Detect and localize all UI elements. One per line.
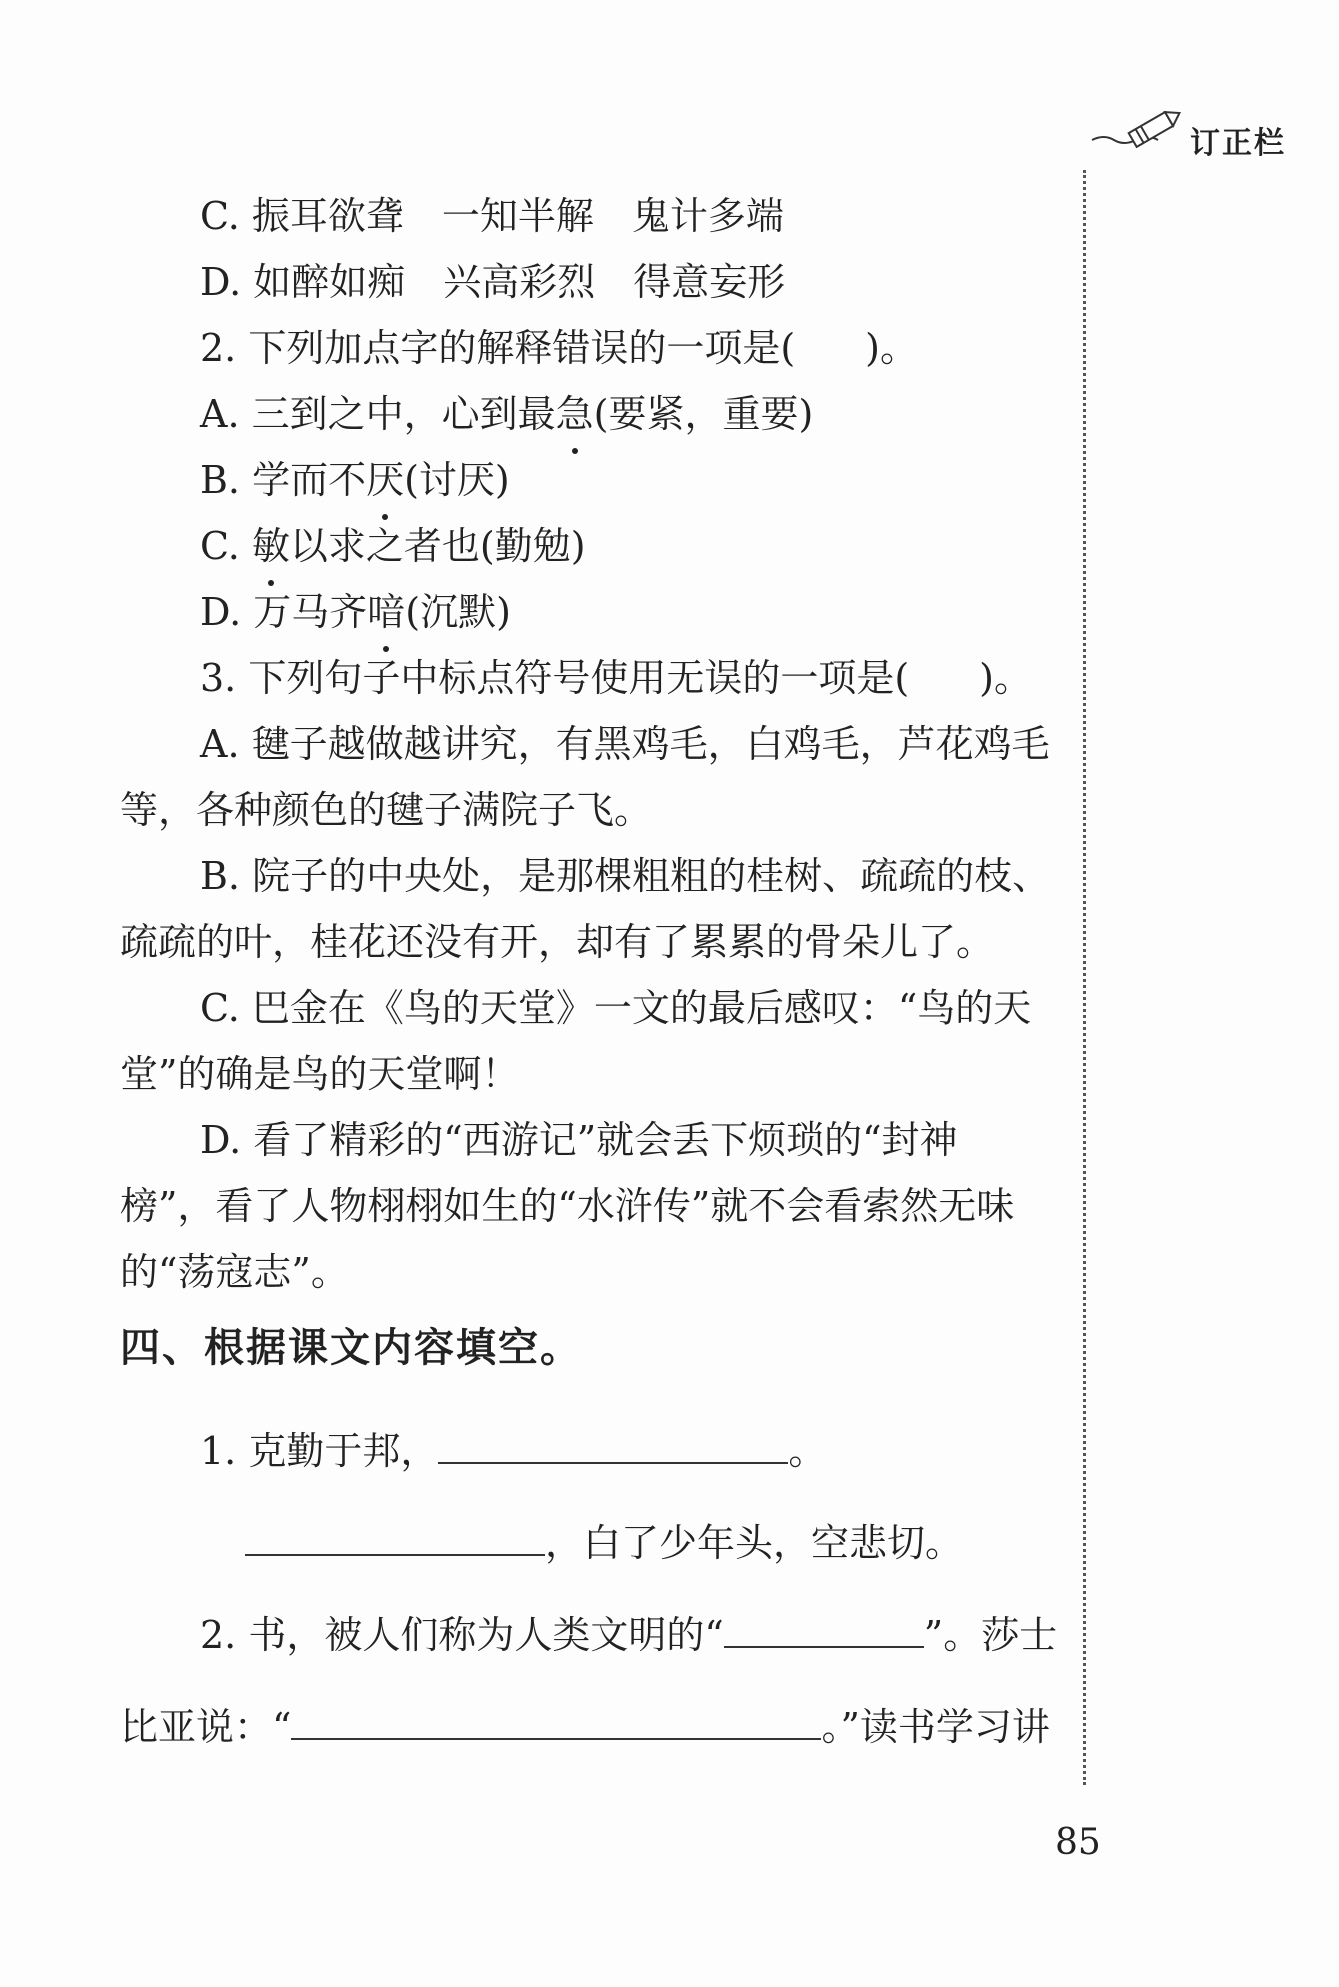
- section-4-q2-line1: [200, 1602, 1057, 1662]
- fill-blank-q2a[interactable]: [724, 1602, 924, 1648]
- section-4-q2-line2: [120, 1694, 1050, 1754]
- q2-line2-suffix: 。”读书学习讲: [821, 1705, 1050, 1749]
- q1-suffix: 。: [788, 1429, 827, 1473]
- option-a-prefix: A. 三到之中，心到最: [200, 392, 556, 436]
- section-4-q1-line1: [200, 1418, 826, 1478]
- correction-column-title: 订正栏: [1190, 126, 1286, 161]
- question-2-stem: [200, 318, 918, 378]
- question-3-option-b-line1: B. 院子的中央处，是那棵粗粗的桂树、疏疏的枝、: [200, 854, 1051, 898]
- correction-column-divider: [1083, 170, 1086, 1785]
- dotted-char: 厌: [366, 450, 404, 510]
- page-number: 85: [1055, 1822, 1101, 1863]
- option-d-prefix: D. 万马齐: [200, 590, 368, 634]
- option-c-prefix: C.: [200, 524, 252, 568]
- question-2-option-d: [200, 582, 511, 642]
- option-d-suffix: (沉默): [405, 590, 511, 634]
- question-3-option-d-line1: D. 看了精彩的“西游记”就会丢下烦琐的“封神: [200, 1118, 958, 1162]
- fill-blank-q2b[interactable]: [291, 1694, 821, 1740]
- question-3-option-b-line2: 疏疏的叶，桂花还没有开，却有了累累的骨朵儿了。: [120, 920, 995, 964]
- option-d-line: D. 如醉如痴 兴高彩烈 得意妄形: [200, 260, 786, 304]
- q1-prefix: 1. 克勤于邦，: [200, 1429, 439, 1473]
- question-3-text: 3. 下列句子中标点符号使用无误的一项是(: [200, 656, 910, 700]
- q2-prefix: 2. 书，被人们称为人类文明的“: [200, 1613, 724, 1657]
- question-2-option-c: [200, 516, 586, 576]
- option-b-suffix: (讨厌): [404, 458, 510, 502]
- fill-blank-q1a[interactable]: [438, 1418, 788, 1464]
- question-3-option-d-line2: 榜”，看了人物栩栩如生的“水浒传”就不会看索然无味: [120, 1184, 1015, 1228]
- option-c-line: C. 振耳欲聋 一知半解 鬼计多端: [200, 194, 784, 238]
- q1-line2-text: ，白了少年头，空悲切。: [545, 1521, 964, 1565]
- dotted-char: 喑: [367, 582, 405, 642]
- section-4-title: 四、根据课文内容填空。: [120, 1325, 582, 1371]
- option-c-suffix: 以求之者也(勤勉): [289, 524, 586, 568]
- question-3-stem: [200, 648, 1032, 708]
- question-2-option-b: [200, 450, 510, 510]
- section-4-q1-line2: [245, 1510, 963, 1570]
- dotted-char: 敏: [252, 516, 290, 576]
- option-b-prefix: B. 学而不: [200, 458, 367, 502]
- pencil-icon: [1090, 100, 1190, 160]
- correction-column-header: [1090, 100, 1330, 160]
- question-3-option-c-line2: 堂”的确是鸟的天堂啊！: [120, 1052, 520, 1096]
- q2-line2-prefix: 比亚说：“: [120, 1705, 292, 1749]
- question-2-text: 2. 下列加点字的解释错误的一项是(: [200, 326, 796, 370]
- question-3-option-c-line1: C. 巴金在《鸟的天堂》一文的最后感叹：“鸟的天: [200, 986, 1032, 1030]
- dotted-char: 急: [556, 384, 594, 444]
- question-2-option-a: [200, 384, 813, 444]
- question-3-option-a-line2: 等，各种颜色的毽子满院子飞。: [120, 788, 653, 832]
- option-a-suffix: (要紧，重要): [593, 392, 814, 436]
- q2-suffix: ”。莎士: [923, 1613, 1058, 1657]
- question-3-option-d-line3: 的“荡寇志”。: [120, 1250, 349, 1294]
- question-3-close: )。: [979, 656, 1032, 700]
- question-3-option-a-line1: A. 毽子越做越讲究，有黑鸡毛，白鸡毛，芦花鸡毛: [200, 722, 1050, 766]
- question-2-close: )。: [865, 326, 918, 370]
- fill-blank-q1b[interactable]: [245, 1510, 545, 1556]
